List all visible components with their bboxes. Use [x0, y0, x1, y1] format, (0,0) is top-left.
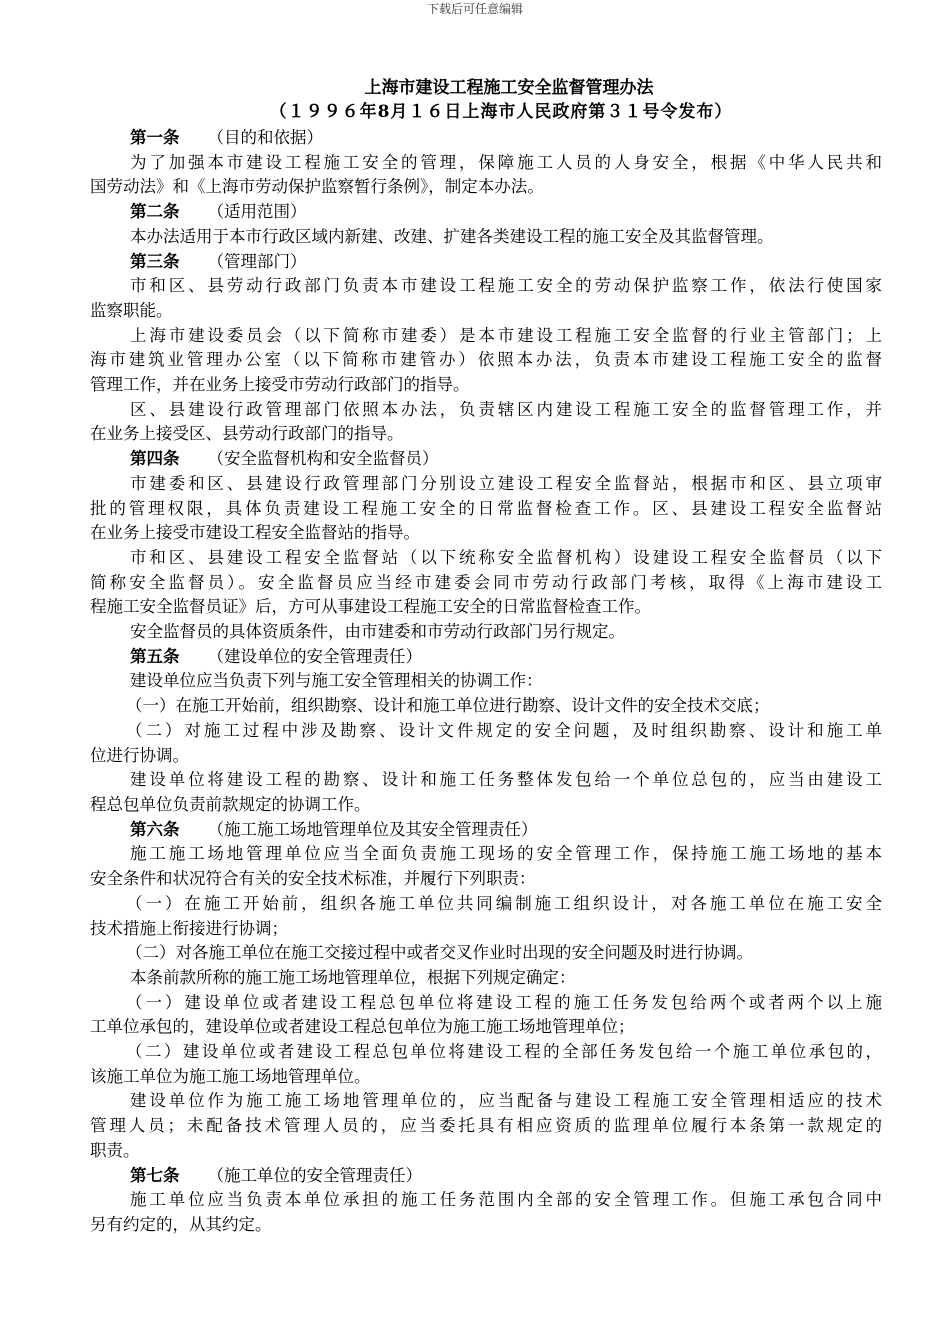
paragraph-line: 程施工安全监督员证》后，方可从事建设工程施工安全的日常监督检查工作。: [90, 597, 651, 617]
paragraph-line: 监察职能。: [90, 300, 173, 320]
page-header-note: 下载后可任意编辑: [426, 2, 523, 16]
paragraph-line: 区、县建设行政管理部门依照本办法，负责辖区内建设工程施工安全的监督管理工作，并: [130, 399, 882, 419]
document-title: 上海市建设工程施工安全监督管理办法: [364, 78, 654, 98]
article-title: （管理部门）: [207, 251, 307, 271]
paragraph-line: 批的管理权限，具体负责建设工程施工安全的日常监督检查工作。区、县建设工程安全监督站: [90, 498, 882, 518]
paragraph-line: 该施工单位为施工施工场地管理单位。: [90, 1066, 371, 1086]
paragraph-line: 另有约定的，从其约定。: [90, 1214, 272, 1234]
article-heading: [90, 250, 882, 275]
paragraph-line: 市和区、县劳动行政部门负责本市建设工程施工安全的劳动保护监察工作，依法行使国家: [130, 276, 882, 296]
document-subtitle: （１９９６年8月１６日上海市人民政府第３１号令发布）: [269, 102, 733, 122]
document-lines: [90, 126, 882, 1238]
paragraph-line: 在业务上接受市建设工程安全监督站的指导。: [90, 523, 420, 543]
paragraph-line: 工单位承包的，建设单位或者建设工程总包单位为施工施工场地管理单位；: [90, 1017, 635, 1037]
article-title: （目的和依据）: [207, 128, 323, 147]
paragraph-line: 在业务上接受区、县劳动行政部门的指导。: [90, 424, 404, 444]
paragraph-line: 市建委和区、县建设行政管理部门分别设立建设工程安全监督站，根据市和区、县立项审: [130, 473, 882, 493]
article-number: 第四条: [130, 449, 180, 469]
paragraph-line: （一）建设单位或者建设工程总包单位将建设工程的施工任务发包给两个或者两个以上施: [126, 992, 882, 1012]
paragraph-line: （一）在施工开始前，组织勘察、设计和施工单位进行勘察、设计文件的安全技术交底；: [126, 696, 770, 716]
paragraph-line: 位进行协调。: [90, 745, 189, 765]
paragraph-line: 施工施工场地管理单位应当全面负责施工现场的安全管理工作，保持施工施工场地的基本: [130, 844, 882, 864]
paragraph-line: 职责。: [90, 1140, 140, 1160]
article-heading: [90, 126, 882, 151]
article-title: （建设单位的安全管理责任）: [207, 646, 422, 666]
paragraph-line: 海市建筑业管理办公室（以下简称市建管办）依照本办法，负责本市建设工程施工安全的监督: [90, 350, 882, 370]
paragraph-line: 建设单位应当负责下列与施工安全管理相关的协调工作：: [130, 671, 543, 691]
article-heading: [90, 447, 882, 472]
paragraph-line: 安全监督员的具体资质条件，由市建委和市劳动行政部门另行规定。: [130, 622, 625, 642]
article-heading: [90, 645, 882, 670]
paragraph-line: （一）在施工开始前，组织各施工单位共同编制施工组织设计，对各施工单位在施工安全: [126, 893, 882, 913]
paragraph-line: 简称安全监督员）。安全监督员应当经市建委会同市劳动行政部门考核，取得《上海市建设工: [90, 572, 882, 592]
article-number: 第七条: [130, 1165, 180, 1185]
paragraph-line: 为了加强本市建设工程施工安全的管理，保障施工人员的人身安全，根据《中华人民共和: [130, 152, 882, 172]
article-number: 第五条: [130, 646, 180, 666]
document-body: [90, 76, 882, 1238]
paragraph-line: 上海市建设委员会（以下简称市建委）是本市建设工程施工安全监督的行业主管部门；上: [130, 325, 882, 345]
article-number: 第二条: [130, 202, 180, 222]
article-title: （适用范围）: [207, 202, 307, 222]
article-number: 第六条: [130, 819, 180, 839]
paragraph-line: 管理工作，并在业务上接受市劳动行政部门的指导。: [90, 375, 470, 395]
article-heading: [90, 1164, 882, 1189]
paragraph-line: （二）建设单位或者建设工程总包单位将建设工程的全部任务发包给一个施工单位承包的，: [126, 1042, 882, 1062]
paragraph-line: 本办法适用于本市行政区域内新建、改建、扩建各类建设工程的施工安全及其监督管理。: [130, 226, 774, 246]
paragraph-line: 管理人员；未配备技术管理人员的，应当委托具有相应资质的监理单位履行本条第一款规定的: [90, 1116, 882, 1136]
paragraph-line: 程总包单位负责前款规定的协调工作。: [90, 794, 371, 814]
paragraph-line: 国劳动法》和《上海市劳动保护监察暂行条例》，制定本办法。: [90, 177, 544, 197]
article-title: （施工单位的安全管理责任）: [207, 1165, 422, 1185]
article-heading: [90, 200, 882, 225]
paragraph-line: 建设单位将建设工程的勘察、设计和施工任务整体发包给一个单位总包的，应当由建设工: [130, 770, 882, 790]
article-number: 第一条: [130, 128, 180, 147]
paragraph-line: 安全条件和状况符合有关的安全技术标准，并履行下列职责：: [90, 869, 536, 889]
article-number: 第三条: [130, 251, 180, 271]
article-heading: [90, 818, 882, 843]
article-title: （施工施工场地管理单位及其安全管理责任）: [207, 819, 538, 839]
paragraph-line: （二）对施工过程中涉及勘察、设计文件规定的安全问题，及时组织勘察、设计和施工单: [126, 720, 882, 740]
paragraph-line: 本条前款所称的施工施工场地管理单位，根据下列规定确定：: [130, 967, 576, 987]
paragraph-line: 技术措施上衔接进行协调；: [90, 918, 288, 938]
paragraph-line: 施工单位应当负责本单位承担的施工任务范围内全部的安全管理工作。但施工承包合同中: [130, 1190, 882, 1210]
article-title: （安全监督机构和安全监督员）: [207, 449, 439, 469]
paragraph-line: 市和区、县建设工程安全监督站（以下统称安全监督机构）设建设工程安全监督员（以下: [130, 547, 882, 567]
paragraph-line: 建设单位作为施工施工场地管理单位的，应当配备与建设工程施工安全管理相适应的技术: [130, 1091, 882, 1111]
paragraph-line: （二）对各施工单位在施工交接过程中或者交叉作业时出现的安全问题及时进行协调。: [126, 943, 753, 963]
